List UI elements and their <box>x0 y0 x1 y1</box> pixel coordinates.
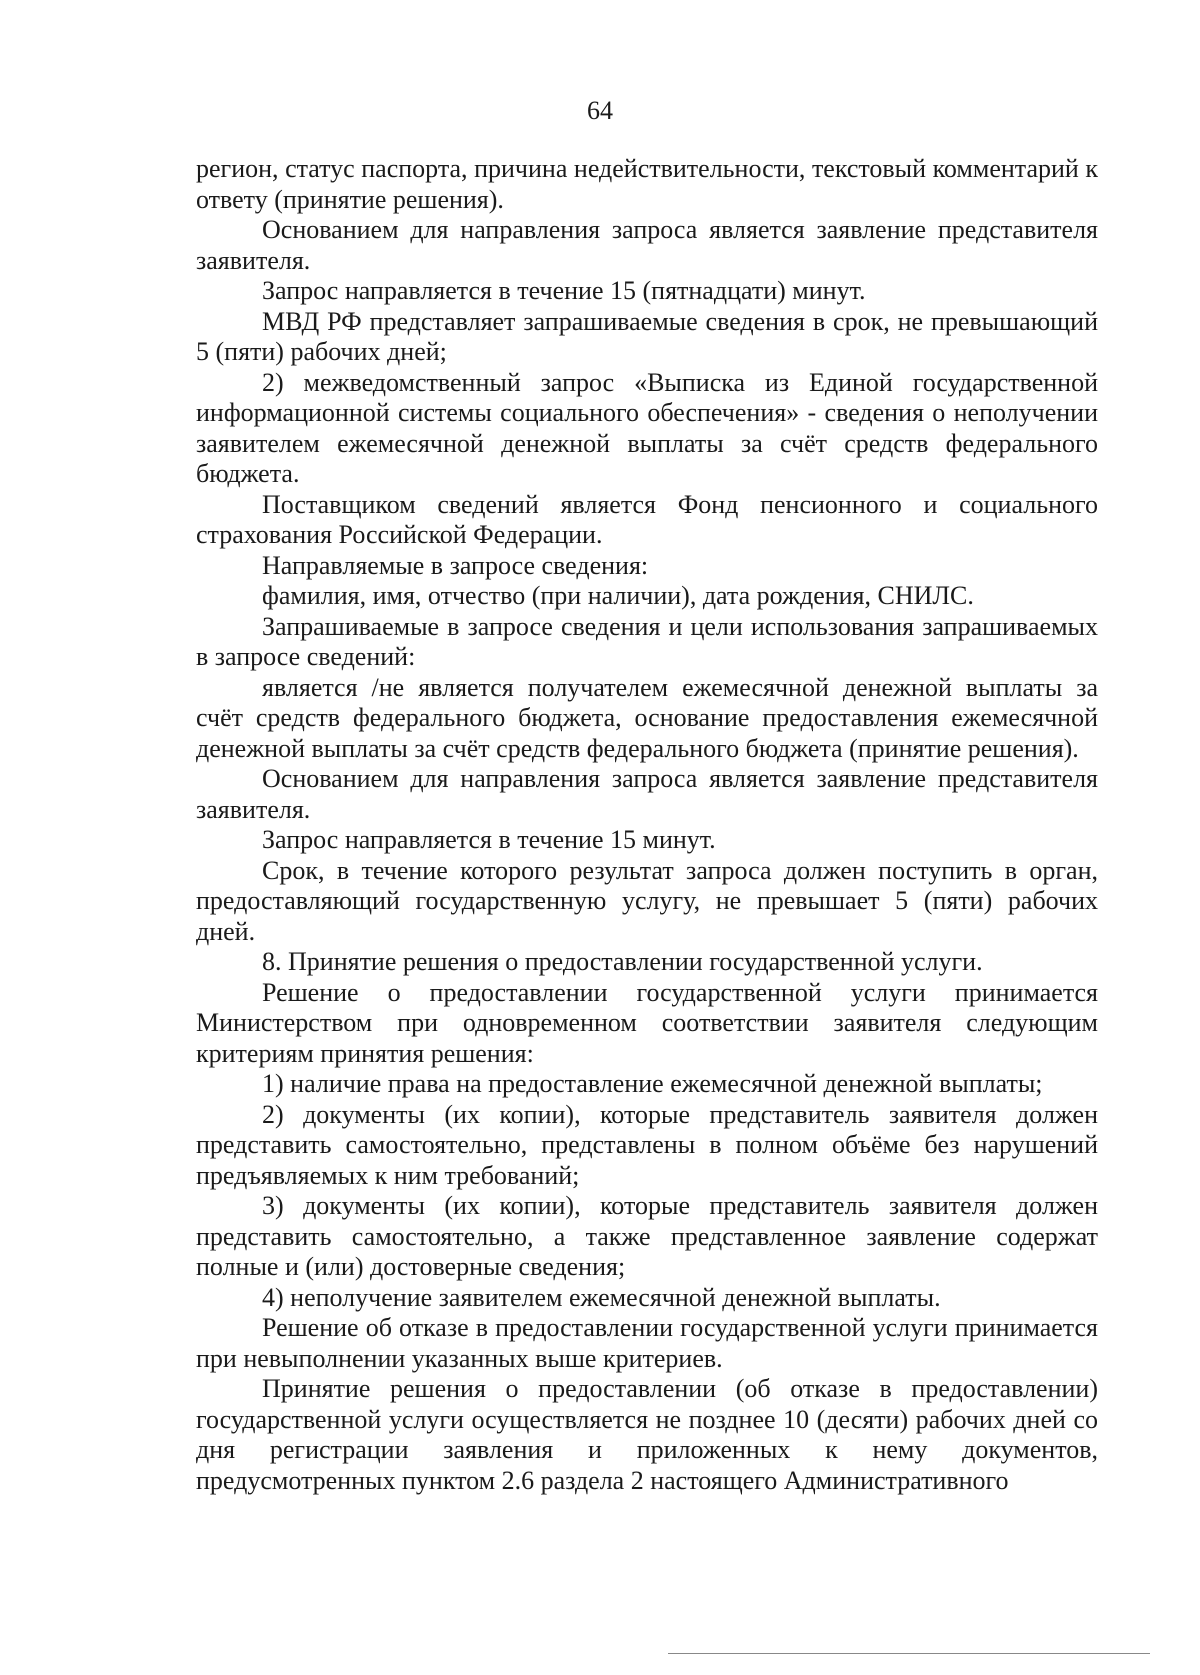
paragraph: Основанием для направления запроса является заявление представителя заявителя. <box>196 764 1098 824</box>
paragraph: 3) документы (их копии), которые представитель заявителя должен представить самостоятельно, а также представленное заявление содержат полные и (или) достоверные сведения; <box>196 1191 1098 1281</box>
paragraph: является /не является получателем ежемесячной денежной выплаты за счёт средств федерального бюджета, основание предоставления ежемесячной денежной выплаты за счёт средств федерального бюджета (принятие решения). <box>196 672 1098 763</box>
paragraph: Решение о предоставлении государственной услуги принимается Министерством при одновременном соответствии заявителя следующим критериям принятия решения: <box>196 977 1098 1068</box>
footer-divider <box>668 1653 1150 1654</box>
paragraph: фамилия, имя, отчество (при наличии), дата рождения, СНИЛС. <box>262 581 974 610</box>
paragraph: Запрос направляется в течение 15 минут. <box>262 825 716 854</box>
paragraph: 1) наличие права на предоставление ежемесячной денежной выплаты; <box>262 1069 1043 1098</box>
paragraph: 2) межведомственный запрос «Выписка из Единой государственной информационной системы социального обеспечения» - сведения о неполучении заявителем ежемесячной денежной выплаты за счёт средств федерального бюджета. <box>196 367 1098 488</box>
paragraph: Поставщиком сведений является Фонд пенсионного и социального страхования Российской Федерации. <box>196 489 1098 549</box>
paragraph: Принятие решения о предоставлении (об отказе в предоставлении) государственной услуги осуществляется не позднее 10 (десяти) рабочих дней со дня регистрации заявления и приложенных к нему документов, предусмотренных пунктом 2.6 раздела 2 настоящего Административного <box>196 1374 1098 1495</box>
paragraph: Запрос направляется в течение 15 (пятнадцати) минут. <box>262 276 866 305</box>
paragraph: Решение об отказе в предоставлении государственной услуги принимается при невыполнении указанных выше критериев. <box>196 1313 1098 1373</box>
paragraph: Запрашиваемые в запросе сведения и цели использования запрашиваемых в запросе сведений: <box>196 611 1098 671</box>
paragraph: МВД РФ представляет запрашиваемые сведения в срок, не превышающий 5 (пяти) рабочих дней; <box>196 306 1098 366</box>
paragraph: Основанием для направления запроса является заявление представителя заявителя. <box>196 215 1098 275</box>
paragraph: 2) документы (их копии), которые представитель заявителя должен представить самостоятельно, представлены в полном объёме без нарушений предъявляемых к ним требований; <box>196 1099 1098 1190</box>
paragraph: регион, статус паспорта, причина недействительности, текстовый комментарий к ответу (принятие решения). <box>196 154 1098 214</box>
document-body <box>196 154 1098 1496</box>
paragraph: Срок, в течение которого результат запроса должен поступить в орган, предоставляющий государственную услугу, не превышает 5 (пяти) рабочих дней. <box>196 855 1098 946</box>
page-number: 64 <box>587 96 613 125</box>
paragraph: Направляемые в запросе сведения: <box>262 550 649 580</box>
paragraph: 4) неполучение заявителем ежемесячной денежной выплаты. <box>262 1282 941 1312</box>
paragraph: 8. Принятие решения о предоставлении государственной услуги. <box>262 947 983 976</box>
